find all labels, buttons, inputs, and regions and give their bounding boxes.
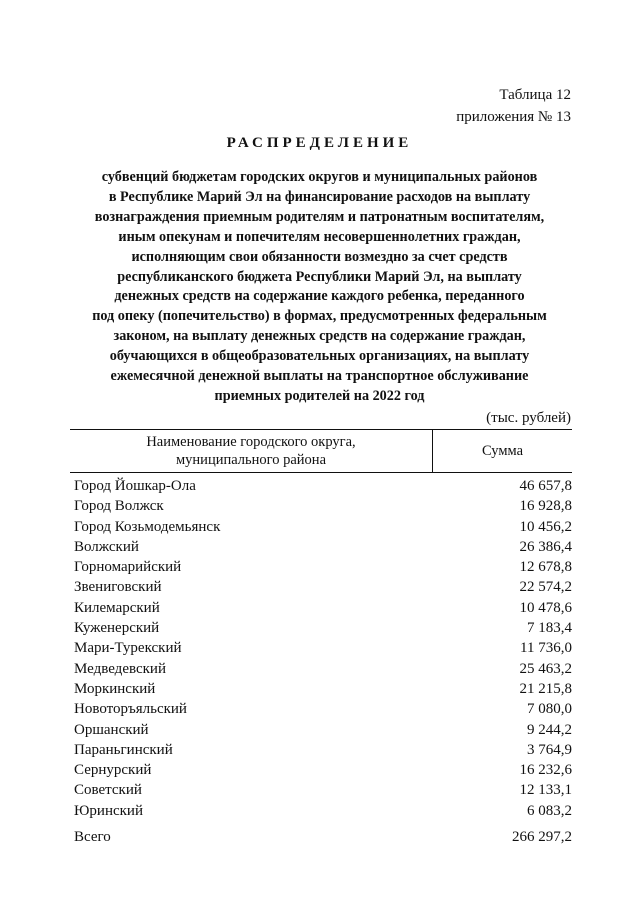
document-heading: РАСПРЕДЕЛЕНИЕ [226, 135, 413, 151]
table-row [74, 780, 572, 800]
row-name: Город Козьмодемьянск [74, 518, 221, 535]
table-row [74, 618, 572, 638]
units-label: (тыс. рублей) [486, 410, 571, 426]
table-row [74, 517, 572, 537]
row-name: Моркинский [74, 680, 156, 697]
total-label: Всего [74, 829, 111, 845]
table-row [74, 720, 572, 740]
row-name: Новоторъяльский [74, 701, 187, 718]
table-row [74, 760, 572, 780]
row-name: Советский [74, 782, 142, 799]
row-sum: 16 928,8 [519, 498, 572, 515]
column-header-name: Наименование городского округа, муниципального района [70, 430, 433, 472]
table-row [74, 598, 572, 618]
document-subtitle: субвенций бюджетам городских округов и муниципальных районов в Республике Марий Эл на финансирование расходов на выплату вознаграждения приемным родителям и патронатным воспитателям, иным опекунам и попечителям несовершеннолетних граждан, исполняющим свои обязанности возмездно за счет средств республиканского бюджета Республики Марий Эл, на выплату денежных средств на содержание каждого ребенка, переданного под опеку (попечительство) в формах, предусмотренных федеральным законом, на выплату денежных средств на содержание граждан, обучающихся в общеобразовательных организациях, на выплату ежемесячной денежной выплаты на транспортное обслуживание приемных родителей на 2022 год [92, 169, 547, 404]
table-row [74, 801, 572, 821]
row-sum: 9 244,2 [527, 721, 572, 738]
row-sum: 26 386,4 [519, 538, 572, 555]
table-row [74, 699, 572, 719]
row-name: Оршанский [74, 721, 149, 738]
row-sum: 16 232,6 [519, 762, 572, 779]
table-row [74, 557, 572, 577]
row-sum: 46 657,8 [519, 478, 572, 494]
table-header [70, 429, 572, 473]
table-row [74, 659, 572, 679]
appendix-label: приложения № 13 [456, 109, 571, 125]
table-row [74, 496, 572, 516]
table-annotation [456, 84, 571, 128]
table-row [74, 476, 572, 496]
row-sum: 6 083,2 [527, 802, 572, 819]
row-name: Волжский [74, 538, 139, 555]
table-row [74, 679, 572, 699]
row-name: Килемарский [74, 599, 160, 616]
table-body [74, 476, 572, 821]
row-name: Куженерский [74, 620, 160, 637]
table-row [74, 740, 572, 760]
row-name: Мари-Турекский [74, 640, 182, 657]
table-total-row [74, 827, 572, 847]
row-sum: 11 736,0 [520, 640, 572, 657]
row-name: Город Йошкар-Ола [74, 478, 196, 494]
table-number-label: Таблица 12 [499, 87, 571, 103]
table-row [74, 537, 572, 557]
row-name: Звениговский [74, 579, 162, 596]
row-sum: 12 678,8 [519, 559, 572, 576]
row-sum: 22 574,2 [519, 579, 572, 596]
row-sum: 25 463,2 [519, 660, 572, 677]
row-name: Город Волжск [74, 498, 164, 515]
row-sum: 7 080,0 [527, 701, 572, 718]
row-name: Горномарийский [74, 559, 182, 576]
row-sum: 7 183,4 [527, 620, 572, 637]
table-row [74, 638, 572, 658]
row-name: Параньгинский [74, 741, 173, 758]
column-header-sum [433, 430, 572, 472]
row-sum: 10 456,2 [519, 518, 572, 535]
row-sum: 12 133,1 [519, 782, 572, 799]
row-name: Сернурский [74, 762, 152, 779]
total-sum: 266 297,2 [512, 829, 572, 845]
row-name: Юринский [74, 802, 143, 819]
row-sum: 21 215,8 [519, 680, 572, 697]
row-sum: 3 764,9 [527, 741, 572, 758]
row-name: Медведевский [74, 660, 166, 677]
row-sum: 10 478,6 [519, 599, 572, 616]
column-header-sum-label: Сумма [481, 442, 524, 459]
table-row [74, 577, 572, 597]
